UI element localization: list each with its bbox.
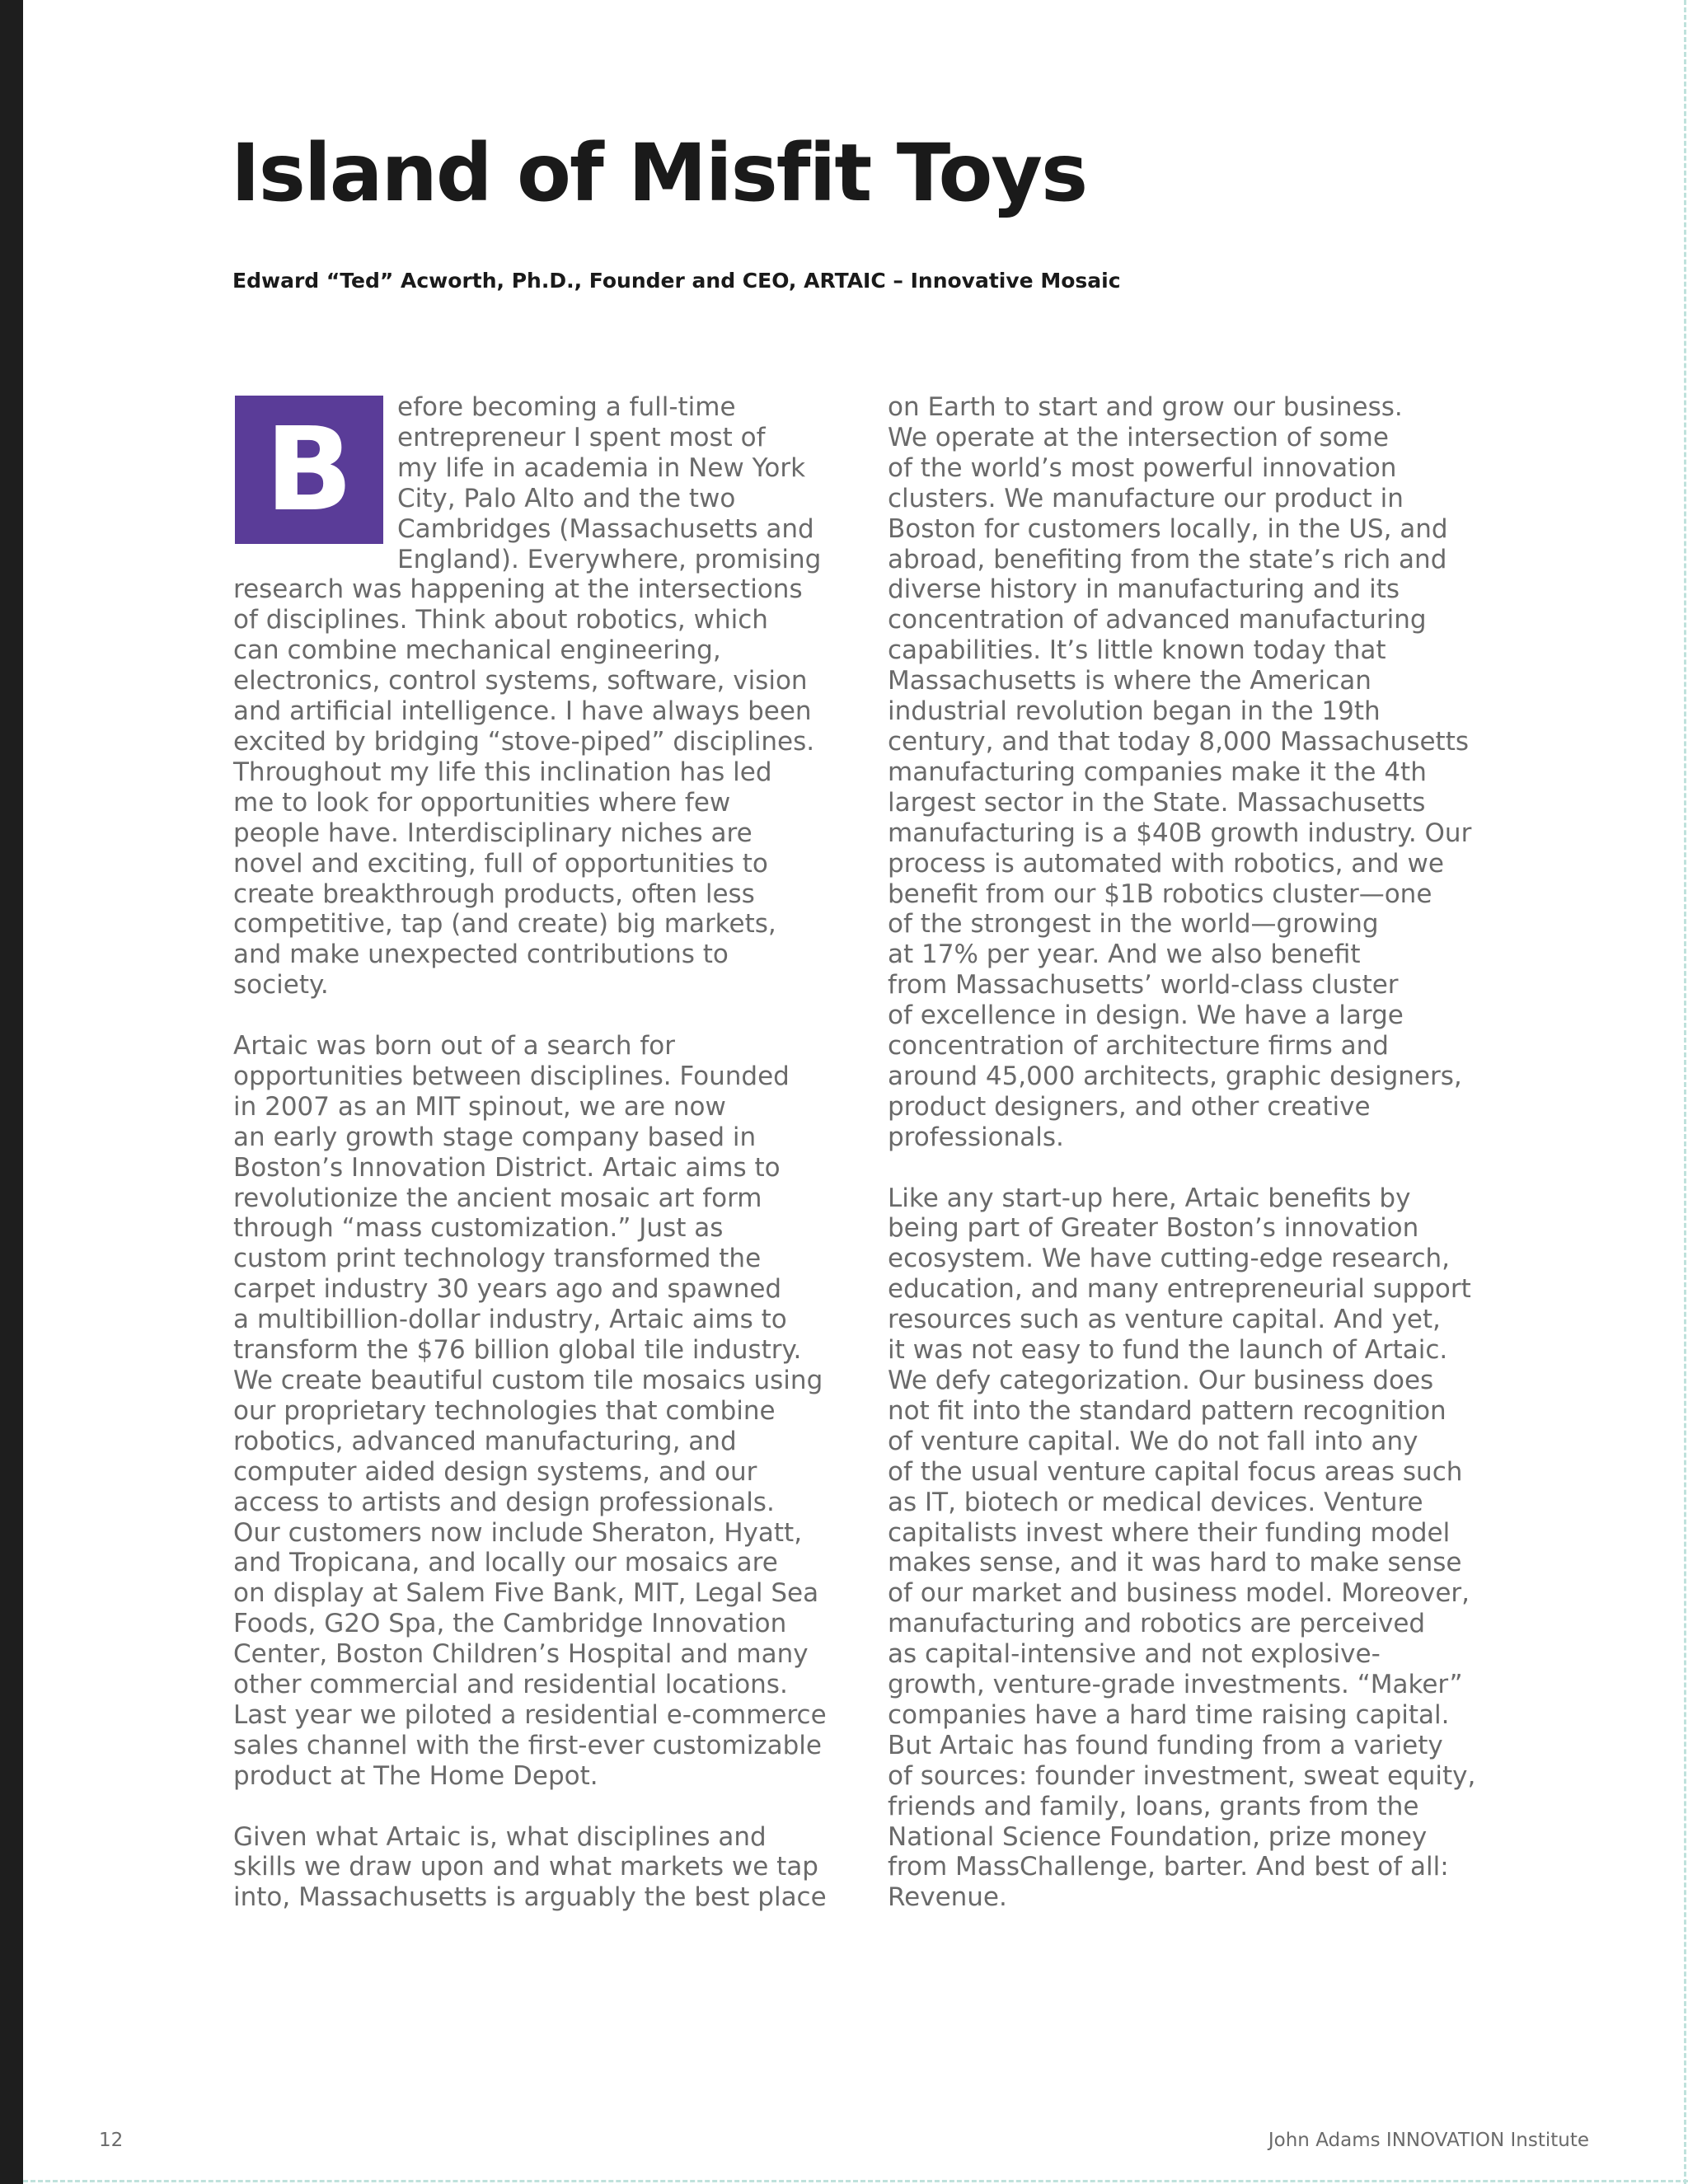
text-line: at 17% per year. And we also benefit — [888, 940, 1361, 970]
text-line: education, and many entrepreneurial support — [888, 1274, 1471, 1305]
text-line: around 45,000 architects, graphic designers, — [888, 1061, 1462, 1091]
text-line: Revenue. — [888, 1882, 1007, 1913]
footer-publisher: John Adams INNOVATION Institute — [1268, 2130, 1589, 2151]
text-line: through “mass customization.” Just as — [233, 1213, 724, 1244]
paragraph-gap — [233, 1792, 835, 1822]
article-column-right — [888, 392, 1498, 1913]
text-line: our proprietary technologies that combine — [233, 1395, 776, 1426]
text-line: companies have a hard time raising capital. — [888, 1699, 1450, 1730]
text-line: concentration of advanced manufacturing — [888, 605, 1427, 635]
text-line: professionals. — [888, 1122, 1064, 1152]
text-line: not fit into the standard pattern recognition — [888, 1395, 1447, 1426]
text-line: and Tropicana, and locally our mosaics are — [233, 1548, 778, 1578]
drop-cap: B — [235, 396, 383, 544]
text-line: excited by bridging “stove-piped” disciplines. — [233, 726, 815, 757]
text-line: other commercial and residential locations. — [233, 1670, 788, 1700]
text-line: We defy categorization. Our business does — [888, 1365, 1434, 1395]
text-line: on Earth to start and grow our business. — [888, 392, 1403, 422]
text-line: But Artaic has found funding from a variety — [888, 1730, 1443, 1760]
text-line: of venture capital. We do not fall into any — [888, 1426, 1418, 1456]
text-line: City, Palo Alto and the two — [397, 483, 736, 513]
text-line: of disciplines. Think about robotics, which — [233, 605, 768, 635]
paragraph-gap — [233, 1001, 835, 1031]
text-line: skills we draw upon and what markets we tap — [233, 1852, 818, 1882]
text-line: Like any start-up here, Artaic benefits by — [888, 1183, 1411, 1213]
text-line: society. — [233, 970, 329, 1001]
article-byline: Edward “Ted” Acworth, Ph.D., Founder and CEO, ARTAIC – Innovative Mosaic — [232, 269, 1121, 293]
text-line: manufacturing is a $40B growth industry. Our — [888, 818, 1472, 848]
text-line: largest sector in the State. Massachusetts — [888, 787, 1426, 818]
text-line: a multibillion-dollar industry, Artaic aims to — [233, 1305, 787, 1335]
text-line: me to look for opportunities where few — [233, 787, 731, 818]
text-line: industrial revolution began in the 19th — [888, 696, 1381, 727]
text-line: National Science Foundation, prize money — [888, 1821, 1428, 1852]
text-line: England). Everywhere, promising — [397, 544, 822, 574]
page-number: 12 — [99, 2130, 124, 2151]
article-column-left — [233, 392, 835, 1913]
text-line: robotics, advanced manufacturing, and — [233, 1426, 737, 1456]
text-line: entrepreneur I spent most of — [397, 422, 766, 452]
text-line: of the strongest in the world—growing — [888, 909, 1379, 940]
text-line: diverse history in manufacturing and its — [888, 574, 1400, 605]
text-line: from MassChallenge, barter. And best of all: — [888, 1852, 1449, 1882]
text-line: in 2007 as an MIT spinout, we are now — [233, 1091, 726, 1122]
text-line: manufacturing and robotics are perceived — [888, 1609, 1426, 1639]
text-line: research was happening at the intersections — [233, 574, 803, 605]
text-line: on display at Salem Five Bank, MIT, Legal Sea — [233, 1578, 819, 1609]
text-line: makes sense, and it was hard to make sense — [888, 1548, 1462, 1578]
article-title: Island of Misfit Toys — [231, 127, 1087, 219]
text-line: into, Massachusetts is arguably the best place — [233, 1882, 827, 1913]
text-line: of our market and business model. Moreover, — [888, 1578, 1470, 1609]
text-line: transform the $76 billion global tile industry. — [233, 1335, 802, 1366]
text-line: Our customers now include Sheraton, Hyatt, — [233, 1517, 803, 1548]
text-line: as IT, biotech or medical devices. Venture — [888, 1487, 1423, 1517]
text-line: efore becoming a full-time — [397, 392, 736, 422]
text-line: can combine mechanical engineering, — [233, 635, 721, 666]
text-line: of excellence in design. We have a large — [888, 1001, 1404, 1031]
text-line: benefit from our $1B robotics cluster—one — [888, 879, 1432, 909]
text-line: of the usual venture capital focus areas such — [888, 1456, 1463, 1487]
text-line: my life in academia in New York — [397, 452, 806, 483]
text-line: ecosystem. We have cutting-edge research, — [888, 1244, 1450, 1274]
page-trim-guide-right — [1684, 0, 1686, 2184]
text-line: Cambridges (Massachusetts and — [397, 513, 814, 544]
text-line: of sources: founder investment, sweat equity, — [888, 1760, 1476, 1791]
text-line: Boston’s Innovation District. Artaic aims to — [233, 1152, 781, 1183]
text-line: capabilities. It’s little known today that — [888, 635, 1386, 666]
paragraph-gap — [888, 1153, 1498, 1183]
text-line: being part of Greater Boston’s innovation — [888, 1213, 1419, 1244]
text-line: Given what Artaic is, what disciplines and — [233, 1821, 767, 1852]
text-line: concentration of architecture firms and — [888, 1031, 1389, 1062]
text-line: custom print technology transformed the — [233, 1244, 762, 1274]
text-line: create breakthrough products, often less — [233, 879, 755, 909]
text-line: resources such as venture capital. And yet, — [888, 1305, 1441, 1335]
page-trim-guide-bottom — [23, 2180, 1688, 2182]
text-line: manufacturing companies make it the 4th — [888, 757, 1427, 787]
text-line: product at The Home Depot. — [233, 1760, 598, 1791]
text-line: Artaic was born out of a search for — [233, 1031, 675, 1062]
text-line: and make unexpected contributions to — [233, 940, 729, 970]
text-line: people have. Interdisciplinary niches are — [233, 818, 753, 848]
text-line: Last year we piloted a residential e-commerce — [233, 1699, 827, 1730]
page-edge-bar — [0, 0, 23, 2184]
text-line: carpet industry 30 years ago and spawned — [233, 1274, 782, 1305]
text-line: Boston for customers locally, in the US, and — [888, 513, 1448, 544]
text-line: capitalists invest where their funding model — [888, 1517, 1451, 1548]
text-line: We create beautiful custom tile mosaics using — [233, 1365, 823, 1395]
text-line: it was not easy to fund the launch of Artaic. — [888, 1335, 1448, 1366]
text-line: competitive, tap (and create) big markets, — [233, 909, 776, 940]
text-line: sales channel with the first-ever customizable — [233, 1730, 822, 1760]
text-line: from Massachusetts’ world-class cluster — [888, 970, 1399, 1001]
text-line: electronics, control systems, software, vision — [233, 666, 808, 696]
text-line: Massachusetts is where the American — [888, 666, 1372, 696]
text-line: as capital-intensive and not explosive- — [888, 1639, 1381, 1670]
text-line: abroad, benefiting from the state’s rich and — [888, 544, 1447, 574]
text-line: process is automated with robotics, and we — [888, 848, 1444, 879]
text-line: We operate at the intersection of some — [888, 422, 1389, 452]
text-line: product designers, and other creative — [888, 1091, 1371, 1122]
text-line: novel and exciting, full of opportunities to — [233, 848, 768, 879]
text-line: revolutionize the ancient mosaic art form — [233, 1183, 762, 1213]
text-line: century, and that today 8,000 Massachusetts — [888, 726, 1470, 757]
text-line: clusters. We manufacture our product in — [888, 483, 1404, 513]
text-line: computer aided design systems, and our — [233, 1456, 757, 1487]
text-line: an early growth stage company based in — [233, 1122, 757, 1152]
text-line: access to artists and design professionals. — [233, 1487, 775, 1517]
text-line: Throughout my life this inclination has led — [233, 757, 772, 787]
text-line: opportunities between disciplines. Founded — [233, 1061, 790, 1091]
text-line: and artificial intelligence. I have always been — [233, 696, 812, 727]
text-line: of the world’s most powerful innovation — [888, 452, 1397, 483]
text-line: Center, Boston Children’s Hospital and many — [233, 1639, 809, 1670]
text-line: growth, venture-grade investments. “Maker” — [888, 1670, 1463, 1700]
text-line: Foods, G2O Spa, the Cambridge Innovation — [233, 1609, 787, 1639]
text-line: friends and family, loans, grants from the — [888, 1791, 1419, 1821]
